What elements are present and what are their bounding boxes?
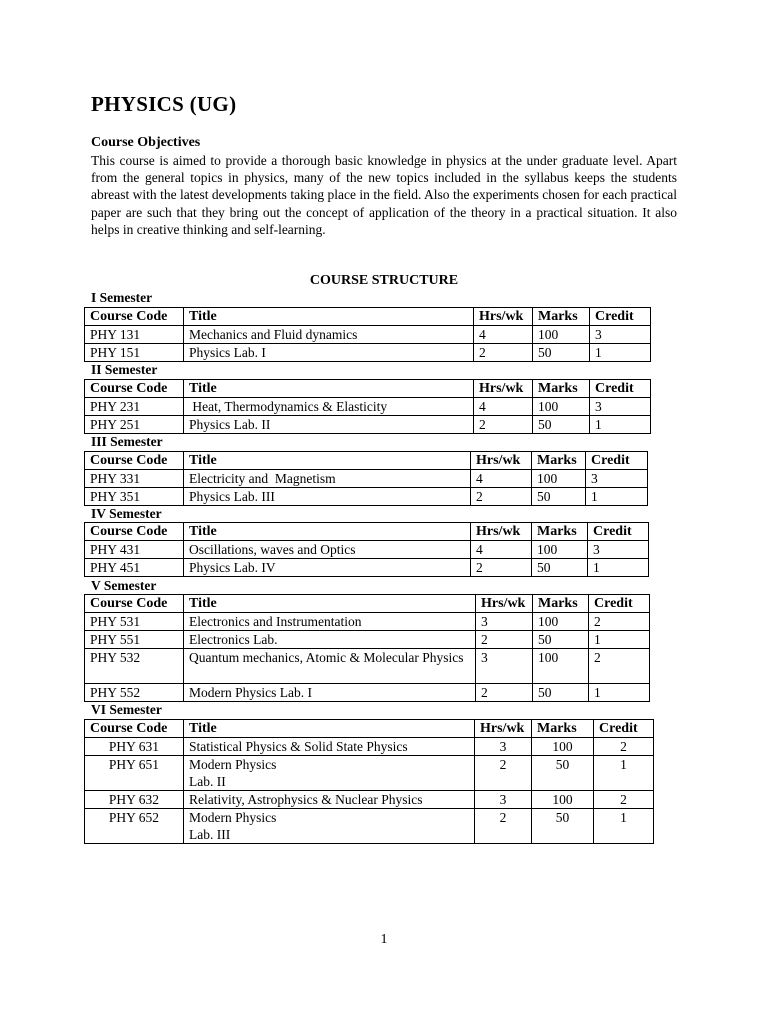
column-header: Title	[184, 720, 475, 738]
column-header: Marks	[532, 720, 594, 738]
column-header: Credit	[588, 523, 649, 541]
table-cell: 4	[471, 541, 532, 559]
table-cell: 100	[533, 613, 589, 631]
table-cell: Oscillations, waves and Optics	[184, 541, 471, 559]
column-header: Marks	[533, 380, 590, 398]
semester-label: I Semester	[91, 290, 153, 305]
table-cell: 50	[532, 488, 586, 506]
table-header-row	[85, 308, 651, 326]
semester-label: VI Semester	[91, 702, 162, 717]
table-row	[85, 649, 650, 684]
semester-label: II Semester	[91, 362, 158, 377]
table-cell: PHY 231	[85, 398, 184, 416]
semester-label: IV Semester	[91, 506, 162, 521]
column-header: Title	[184, 595, 476, 613]
column-header: Hrs/wk	[471, 452, 532, 470]
table-row	[85, 684, 650, 702]
column-header: Credit	[586, 452, 648, 470]
table-cell: 3	[476, 613, 533, 631]
table-cell: Modern Physics Lab. I	[184, 684, 476, 702]
column-header: Hrs/wk	[474, 380, 533, 398]
table-cell: 4	[474, 326, 533, 344]
semester-label: V Semester	[91, 578, 157, 593]
table-cell: 50	[533, 684, 589, 702]
table-cell: 3	[588, 541, 649, 559]
table-cell: 100	[532, 541, 588, 559]
table-cell: 50	[533, 631, 589, 649]
table-cell: PHY 251	[85, 416, 184, 434]
table-cell: 1	[594, 756, 654, 791]
table-cell: 3	[475, 738, 532, 756]
table-row	[85, 559, 649, 577]
table-cell: 2	[475, 756, 532, 791]
table-cell: PHY 632	[85, 791, 184, 809]
table-row	[85, 488, 648, 506]
column-header: Title	[184, 523, 471, 541]
page-title: PHYSICS (UG)	[91, 92, 237, 116]
column-header: Hrs/wk	[474, 308, 533, 326]
table-cell: Mechanics and Fluid dynamics	[184, 326, 474, 344]
semester-table	[84, 379, 651, 434]
table-row	[85, 791, 654, 809]
table-cell: Physics Lab. III	[184, 488, 471, 506]
table-row	[85, 738, 654, 756]
table-cell: Statistical Physics & Solid State Physics	[184, 738, 475, 756]
table-cell: PHY 652	[85, 809, 184, 844]
table-cell: 3	[590, 398, 651, 416]
table-cell: 2	[471, 488, 532, 506]
table-cell: 100	[533, 326, 590, 344]
table-row	[85, 809, 654, 844]
course-structure-title: COURSE STRUCTURE	[309, 273, 459, 288]
page-number: 1	[380, 932, 388, 947]
table-cell: Relativity, Astrophysics & Nuclear Physics	[184, 791, 475, 809]
table-row	[85, 416, 651, 434]
table-row	[85, 344, 651, 362]
table-cell: Modern Physics Lab. III	[184, 809, 475, 844]
table-cell: 100	[533, 649, 589, 684]
table-cell: PHY 451	[85, 559, 184, 577]
table-cell: 3	[590, 326, 651, 344]
table-cell: 100	[533, 398, 590, 416]
column-header: Hrs/wk	[476, 595, 533, 613]
table-cell: Physics Lab. I	[184, 344, 474, 362]
table-row	[85, 631, 650, 649]
table-cell: 3	[586, 470, 648, 488]
table-cell: PHY 631	[85, 738, 184, 756]
semester-label: III Semester	[91, 434, 163, 449]
table-cell: 50	[532, 756, 594, 791]
table-cell: 1	[594, 809, 654, 844]
table-cell: 2	[474, 344, 533, 362]
table-cell: 3	[475, 791, 532, 809]
table-cell: Physics Lab. IV	[184, 559, 471, 577]
table-cell: 1	[590, 416, 651, 434]
table-cell: PHY 531	[85, 613, 184, 631]
table-row	[85, 326, 651, 344]
table-cell: Electricity and Magnetism	[184, 470, 471, 488]
table-cell: 3	[476, 649, 533, 684]
column-header: Marks	[533, 308, 590, 326]
table-cell: Modern Physics Lab. II	[184, 756, 475, 791]
column-header: Course Code	[85, 308, 184, 326]
semester-table	[84, 522, 649, 577]
table-cell: 1	[588, 559, 649, 577]
column-header: Credit	[590, 380, 651, 398]
table-cell: 2	[476, 631, 533, 649]
table-cell: 2	[476, 684, 533, 702]
table-cell: PHY 552	[85, 684, 184, 702]
column-header: Credit	[590, 308, 651, 326]
semester-table	[84, 719, 654, 844]
column-header: Credit	[589, 595, 650, 613]
table-cell: 50	[532, 809, 594, 844]
column-header: Hrs/wk	[475, 720, 532, 738]
table-cell: 1	[590, 344, 651, 362]
table-cell: 4	[471, 470, 532, 488]
table-cell: PHY 651	[85, 756, 184, 791]
column-header: Course Code	[85, 452, 184, 470]
table-cell: PHY 532	[85, 649, 184, 684]
table-cell: 2	[589, 649, 650, 684]
table-header-row	[85, 523, 649, 541]
column-header: Course Code	[85, 595, 184, 613]
table-cell: 2	[474, 416, 533, 434]
column-header: Marks	[532, 523, 588, 541]
table-cell: 50	[532, 559, 588, 577]
table-cell: 2	[471, 559, 532, 577]
semester-table	[84, 307, 651, 362]
table-cell: 50	[533, 416, 590, 434]
table-cell: PHY 351	[85, 488, 184, 506]
table-cell: 1	[586, 488, 648, 506]
column-header: Course Code	[85, 720, 184, 738]
table-cell: PHY 131	[85, 326, 184, 344]
table-cell: 2	[594, 738, 654, 756]
column-header: Credit	[594, 720, 654, 738]
table-cell: 1	[589, 631, 650, 649]
table-cell: PHY 551	[85, 631, 184, 649]
column-header: Course Code	[85, 523, 184, 541]
table-cell: 4	[474, 398, 533, 416]
table-row	[85, 756, 654, 791]
table-cell: 100	[532, 738, 594, 756]
table-cell: Physics Lab. II	[184, 416, 474, 434]
column-header: Marks	[533, 595, 589, 613]
column-header: Title	[184, 452, 471, 470]
table-cell: 2	[475, 809, 532, 844]
table-cell: 100	[532, 791, 594, 809]
column-header: Marks	[532, 452, 586, 470]
table-cell: 2	[589, 613, 650, 631]
objectives-text: This course is aimed to provide a thorough basic knowledge in physics at the under graduate level. Apart from the general topics in physics, many of the new topics included in the syllabus keeps the students abreast with the latest developments taking place in the field. Also the experiments chosen for each practical paper are such that they bring out the concept of application of the theory in a practical situation. It also helps in creative thinking and self-learning.	[91, 153, 677, 237]
table-row	[85, 613, 650, 631]
column-header: Title	[184, 308, 474, 326]
table-header-row	[85, 720, 654, 738]
table-cell: PHY 151	[85, 344, 184, 362]
column-header: Hrs/wk	[471, 523, 532, 541]
table-cell: Electronics and Instrumentation	[184, 613, 476, 631]
table-cell: PHY 431	[85, 541, 184, 559]
table-cell: 1	[589, 684, 650, 702]
table-cell: 2	[594, 791, 654, 809]
column-header: Title	[184, 380, 474, 398]
table-cell: PHY 331	[85, 470, 184, 488]
table-cell: Electronics Lab.	[184, 631, 476, 649]
table-header-row	[85, 380, 651, 398]
table-header-row	[85, 452, 648, 470]
semester-table	[84, 594, 650, 702]
table-cell: Quantum mechanics, Atomic & Molecular Physics	[184, 649, 476, 684]
table-row	[85, 541, 649, 559]
table-header-row	[85, 595, 650, 613]
table-cell: 100	[532, 470, 586, 488]
column-header: Course Code	[85, 380, 184, 398]
table-cell: 50	[533, 344, 590, 362]
semester-table	[84, 451, 648, 506]
table-cell: Heat, Thermodynamics & Elasticity	[184, 398, 474, 416]
objectives-heading: Course Objectives	[91, 135, 201, 150]
table-row	[85, 470, 648, 488]
table-row	[85, 398, 651, 416]
